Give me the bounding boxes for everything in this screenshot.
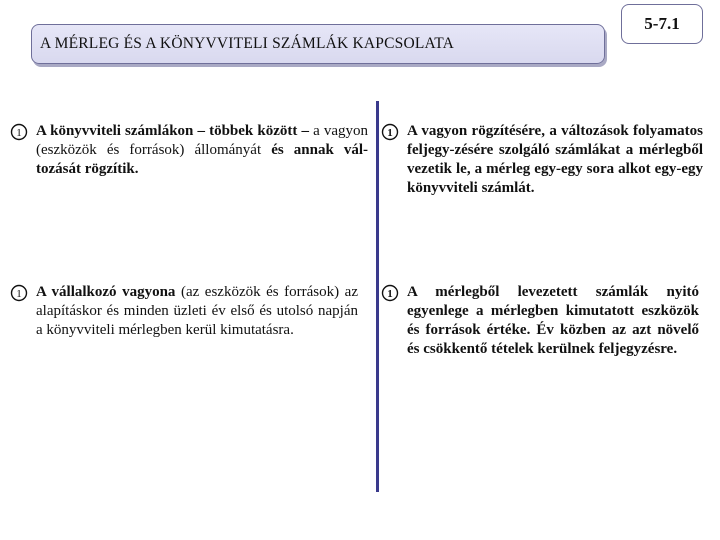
item-1-bold-b: többek között [209, 123, 298, 139]
slide-code: 5-7.1 [644, 14, 680, 33]
item-1-bold-a: A könyvviteli számlákon [36, 123, 194, 139]
circled-one-icon [381, 284, 399, 302]
list-item-2-text: A vagyon rögzítésére, a változások folyamatos feljegy-zésére szolgáló számlákat a mérlegből vezetik le, a mérleg egy-egy sora alkot egy-egy könyvviteli számlát. [407, 123, 703, 196]
slide-title-box [31, 24, 605, 64]
svg-text:1: 1 [16, 288, 22, 301]
svg-text:1: 1 [16, 127, 22, 140]
circled-one-icon [10, 284, 28, 302]
item-3-normal: (az eszközök és források) az alapításkor és minden üzleti év első és utolsó napján a könyvviteli mérlegben kerül kimutatásra. [36, 284, 358, 338]
circled-one-icon [10, 123, 28, 141]
slide-code-box [621, 4, 703, 44]
list-item-4-text: A mérlegből levezetett számlák nyitó egyenlege a mérlegben kimutatott eszközök és források értéke. Év közben az azt növelő és csökkentő tételek kerülnek feljegyzésre. [407, 284, 699, 357]
list-item-2 [381, 122, 703, 198]
list-item-3-text [36, 283, 358, 340]
list-item-4 [381, 283, 699, 359]
column-divider [376, 101, 379, 492]
svg-text:1: 1 [387, 288, 393, 301]
list-item-1 [10, 122, 368, 179]
item-1-normal: a vagyon (eszközök és források) állományát [36, 123, 368, 158]
item-1-dash-b: – [297, 123, 314, 139]
list-item-1-text [36, 122, 368, 179]
list-item-3 [10, 283, 358, 340]
item-1-dash-a: – [193, 123, 210, 139]
circled-one-icon [381, 123, 399, 141]
item-3-bold: A vállalkozó vagyona [36, 284, 176, 300]
item-1-bold-c: és annak vál-tozását rögzítik. [36, 142, 369, 177]
svg-text:1: 1 [387, 127, 393, 140]
slide-title: A MÉRLEG ÉS A KÖNYVVITELI SZÁMLÁK KAPCSOLATA [40, 35, 455, 52]
